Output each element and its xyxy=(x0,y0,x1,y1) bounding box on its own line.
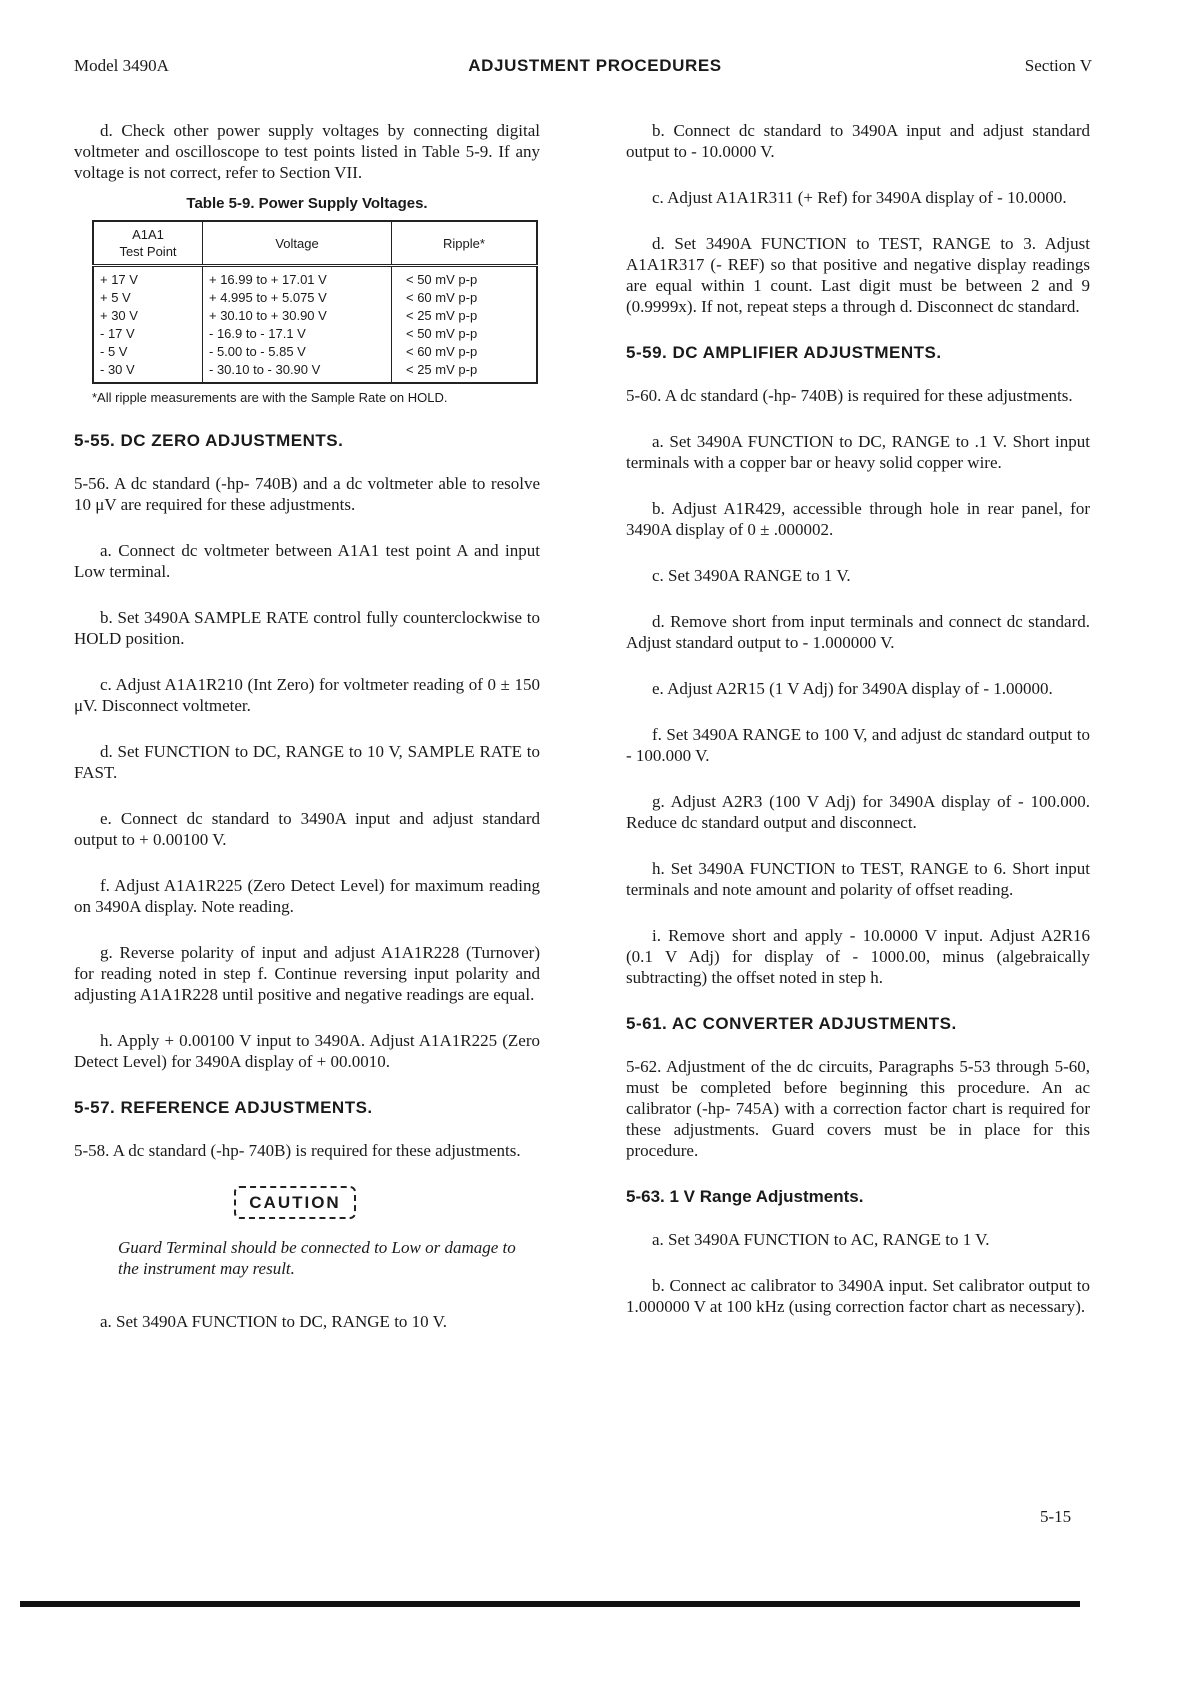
table-row xyxy=(93,289,537,307)
left-column xyxy=(74,120,540,1357)
header-title: ADJUSTMENT PROCEDURES xyxy=(468,56,722,75)
paragraph-5-56: 5-56. A dc standard (-hp- 740B) and a dc voltmeter able to resolve 10 μV are required for these adjustments. xyxy=(74,474,540,514)
table-footnote: *All ripple measurements are with the Sample Rate on HOLD. xyxy=(92,390,448,405)
zero-step-f: f. Adjust A1A1R225 (Zero Detect Level) for maximum reading on 3490A display. Note reading. xyxy=(74,876,540,916)
cell-ripple: < 50 mV p-p xyxy=(392,266,538,290)
cell-ripple: < 25 mV p-p xyxy=(392,307,538,325)
page-number: 5-15 xyxy=(1040,1507,1072,1526)
power-supply-table xyxy=(92,220,538,384)
ref-step-b: b. Connect dc standard to 3490A input and adjust standard output to - 10.0000 V. xyxy=(626,121,1090,161)
col-header-voltage: Voltage xyxy=(203,221,392,266)
cell-test-point: + 17 V xyxy=(93,266,203,290)
cell-test-point: + 30 V xyxy=(93,307,203,325)
cell-test-point: + 5 V xyxy=(93,289,203,307)
amp-step-i: i. Remove short and apply - 10.0000 V input. Adjust A2R16 (0.1 V Adj) for display of - 1000.00, minus (algebraically subtracting) the offset noted in step h. xyxy=(626,926,1090,987)
power-check-step: d. Check other power supply voltages by connecting digital voltmeter and oscilloscope to test points listed in Table 5-9. If any voltage is not correct, refer to Section VII. xyxy=(74,121,540,182)
paragraph-5-62: 5-62. Adjustment of the dc circuits, Paragraphs 5-53 through 5-60, must be completed before beginning this procedure. An ac calibrator (-hp- 745A) with a correction factor chart is required for these adjustments. Guard covers must be in place for this procedure. xyxy=(626,1057,1090,1160)
cell-voltage: + 30.10 to + 30.90 V xyxy=(203,307,392,325)
zero-step-b: b. Set 3490A SAMPLE RATE control fully counterclockwise to HOLD position. xyxy=(74,608,540,648)
amp-step-e: e. Adjust A2R15 (1 V Adj) for 3490A display of - 1.00000. xyxy=(652,679,1053,698)
cell-ripple: < 60 mV p-p xyxy=(392,289,538,307)
paragraph-5-58: 5-58. A dc standard (-hp- 740B) is required for these adjustments. xyxy=(74,1141,521,1160)
amp-step-d: d. Remove short from input terminals and connect dc standard. Adjust standard output to - 1.000000 V. xyxy=(626,612,1090,652)
zero-step-h: h. Apply + 0.00100 V input to 3490A. Adjust A1A1R225 (Zero Detect Level) for 3490A display of + 00.0010. xyxy=(74,1031,540,1071)
col-header-ripple: Ripple* xyxy=(392,221,538,266)
caution-label: CAUTION xyxy=(234,1186,356,1219)
heading-ac-converter: 5-61. AC CONVERTER ADJUSTMENTS. xyxy=(626,1014,957,1033)
zero-step-c: c. Adjust A1A1R210 (Int Zero) for voltmeter reading of 0 ± 150 μV. Disconnect voltmeter. xyxy=(74,675,540,715)
cell-ripple: < 60 mV p-p xyxy=(392,343,538,361)
heading-dc-zero: 5-55. DC ZERO ADJUSTMENTS. xyxy=(74,431,344,450)
heading-1v-range: 5-63. 1 V Range Adjustments. xyxy=(626,1187,864,1206)
table-caption: Table 5-9. Power Supply Voltages. xyxy=(186,195,428,212)
ref-step-c: c. Adjust A1A1R311 (+ Ref) for 3490A display of - 10.0000. xyxy=(652,188,1067,207)
amp-step-b: b. Adjust A1R429, accessible through hole in rear panel, for 3490A display of 0 ± .000002. xyxy=(626,499,1090,539)
table-row xyxy=(93,325,537,343)
col-header-test-point: A1A1 Test Point xyxy=(93,221,203,266)
ac-step-a: a. Set 3490A FUNCTION to AC, RANGE to 1 V. xyxy=(652,1230,990,1249)
table-header-row xyxy=(93,221,537,266)
amp-step-g: g. Adjust A2R3 (100 V Adj) for 3490A display of - 100.000. Reduce dc standard output and disconnect. xyxy=(626,792,1090,832)
cell-voltage: - 30.10 to - 30.90 V xyxy=(203,361,392,383)
table-row xyxy=(93,266,537,290)
amp-step-f: f. Set 3490A RANGE to 100 V, and adjust dc standard output to - 100.000 V. xyxy=(626,725,1090,765)
ac-step-b: b. Connect ac calibrator to 3490A input. Set calibrator output to 1.000000 V at 100 kHz (using correction factor chart as necessary). xyxy=(626,1276,1090,1316)
heading-dc-amplifier: 5-59. DC AMPLIFIER ADJUSTMENTS. xyxy=(626,343,942,362)
header-section: Section V xyxy=(1024,56,1092,75)
amp-step-c: c. Set 3490A RANGE to 1 V. xyxy=(652,566,851,585)
header-model: Model 3490A xyxy=(74,56,169,75)
zero-step-e: e. Connect dc standard to 3490A input and adjust standard output to + 0.00100 V. xyxy=(74,809,540,849)
right-column xyxy=(626,120,1090,1342)
paragraph-5-60: 5-60. A dc standard (-hp- 740B) is required for these adjustments. xyxy=(626,386,1073,405)
zero-step-d: d. Set FUNCTION to DC, RANGE to 10 V, SAMPLE RATE to FAST. xyxy=(74,742,540,782)
cell-ripple: < 25 mV p-p xyxy=(392,361,538,383)
cell-test-point: - 30 V xyxy=(93,361,203,383)
table-row xyxy=(93,343,537,361)
amp-step-a: a. Set 3490A FUNCTION to DC, RANGE to .1 V. Short input terminals with a copper bar or heavy solid copper wire. xyxy=(626,432,1090,472)
amp-step-h: h. Set 3490A FUNCTION to TEST, RANGE to 6. Short input terminals and note amount and polarity of offset reading. xyxy=(626,859,1090,899)
cell-ripple: < 50 mV p-p xyxy=(392,325,538,343)
zero-step-g: g. Reverse polarity of input and adjust A1A1R228 (Turnover) for reading noted in step f. Continue reversing input polarity and adjusting A1A1R228 until positive and negative readings are equal. xyxy=(74,943,540,1004)
cell-voltage: - 16.9 to - 17.1 V xyxy=(203,325,392,343)
caution-text: Guard Terminal should be connected to Low or damage to the instrument may result. xyxy=(118,1238,516,1278)
ref-step-d: d. Set 3490A FUNCTION to TEST, RANGE to 3. Adjust A1A1R317 (- REF) so that positive and negative display readings are equal within 1 count. Last digit must be between 2 and 9 (0.9999x). If not, repeat steps a through d. Disconnect dc standard. xyxy=(626,234,1090,316)
bottom-rule xyxy=(20,1601,1080,1607)
cell-voltage: + 16.99 to + 17.01 V xyxy=(203,266,392,290)
cell-voltage: + 4.995 to + 5.075 V xyxy=(203,289,392,307)
ref-step-a: a. Set 3490A FUNCTION to DC, RANGE to 10 V. xyxy=(100,1312,447,1331)
zero-step-a: a. Connect dc voltmeter between A1A1 test point A and input Low terminal. xyxy=(74,541,540,581)
table-row xyxy=(93,361,537,383)
table-row xyxy=(93,307,537,325)
heading-reference: 5-57. REFERENCE ADJUSTMENTS. xyxy=(74,1098,373,1117)
cell-test-point: - 5 V xyxy=(93,343,203,361)
cell-test-point: - 17 V xyxy=(93,325,203,343)
cell-voltage: - 5.00 to - 5.85 V xyxy=(203,343,392,361)
